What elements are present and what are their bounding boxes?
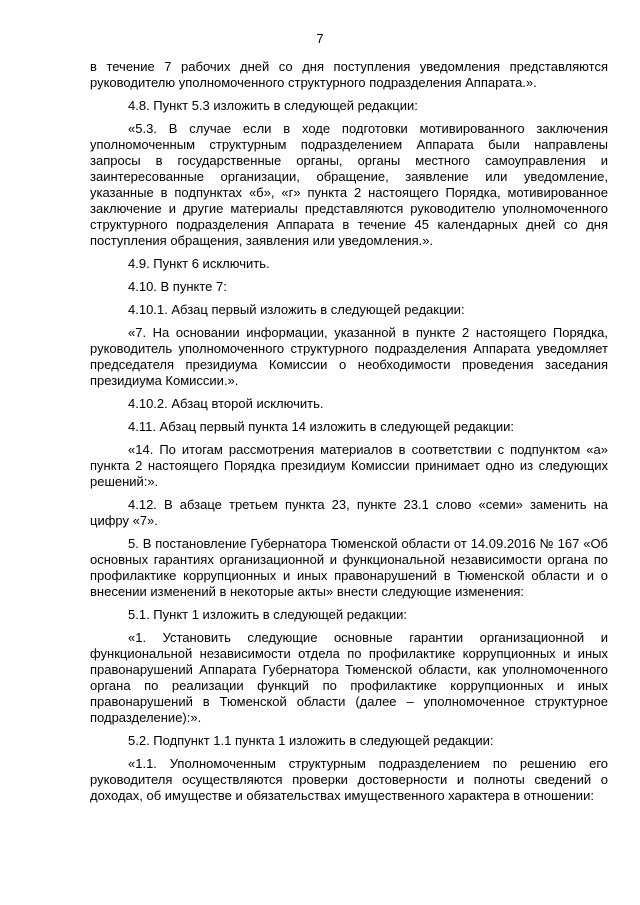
- paragraph: 4.8. Пункт 5.3 изложить в следующей редакции:: [128, 98, 418, 113]
- paragraph: 4.11. Абзац первый пункта 14 изложить в следующей редакции:: [128, 419, 515, 434]
- paragraph: «1. Установить следующие основные гарантии организационной и функциональной независимости отдела по профилактике коррупционных и иных правонарушений Аппарата Губернатора Тюменской области, как уполномоченного органа по реализации функций по профилактике коррупционных и иных правонарушений в Тюменской области (далее – уполномоченное структурное подразделение):».: [90, 630, 608, 725]
- paragraph: «5.3. В случае если в ходе подготовки мотивированного заключения уполномоченным структурным подразделением Аппарата были направлены запросы в государственные органы, органы местного самоуправления и заинтересованные организации, обращение, заявление или уведомление, указанные в подпунктах «б», «г» пункта 2 настоящего Порядка, мотивированное заключение и другие материалы представляются руководителю уполномоченного структурного подразделения Аппарата в течение 45 календарных дней со дня поступления обращения, заявления или уведомления.».: [90, 121, 608, 248]
- paragraph: 4.10.1. Абзац первый изложить в следующей редакции:: [128, 302, 465, 317]
- paragraph: «1.1. Уполномоченным структурным подразделением по решению его руководителя осуществляются проверки достоверности и полноты сведений о доходах, об имуществе и обязательствах имущественного характера в отношении:: [90, 756, 608, 803]
- document-body: [90, 59, 608, 811]
- paragraph: 4.10. В пункте 7:: [128, 279, 227, 294]
- paragraph: 5.1. Пункт 1 изложить в следующей редакции:: [128, 607, 408, 622]
- paragraph: 5.2. Подпункт 1.1 пункта 1 изложить в следующей редакции:: [128, 733, 494, 748]
- paragraph: 4.10.2. Абзац второй исключить.: [128, 396, 324, 411]
- paragraph: в течение 7 рабочих дней со дня поступления уведомления представляются руководителю уполномоченного структурного подразделения Аппарата.».: [90, 59, 608, 90]
- paragraph: 4.12. В абзаце третьем пункта 23, пункте 23.1 слово «семи» заменить на цифру «7».: [90, 497, 608, 528]
- paragraph: 5. В постановление Губернатора Тюменской области от 14.09.2016 № 167 «Об основных гарантиях организационной и функциональной независимости органа по профилактике коррупционных и иных правонарушений в Тюменской области и о внесении изменений в некоторые акты» внести следующие изменения:: [90, 536, 608, 599]
- paragraph: «7. На основании информации, указанной в пункте 2 настоящего Порядка, руководитель уполномоченного структурного подразделения Аппарата уведомляет председателя президиума Комиссии о необходимости проведения заседания президиума Комиссии.».: [90, 325, 608, 388]
- page-number: 7: [316, 31, 324, 46]
- paragraph: 4.9. Пункт 6 исключить.: [128, 256, 270, 271]
- paragraph: «14. По итогам рассмотрения материалов в соответствии с подпунктом «а» пункта 2 настоящего Порядка президиум Комиссии принимает одно из следующих решений:».: [90, 442, 608, 489]
